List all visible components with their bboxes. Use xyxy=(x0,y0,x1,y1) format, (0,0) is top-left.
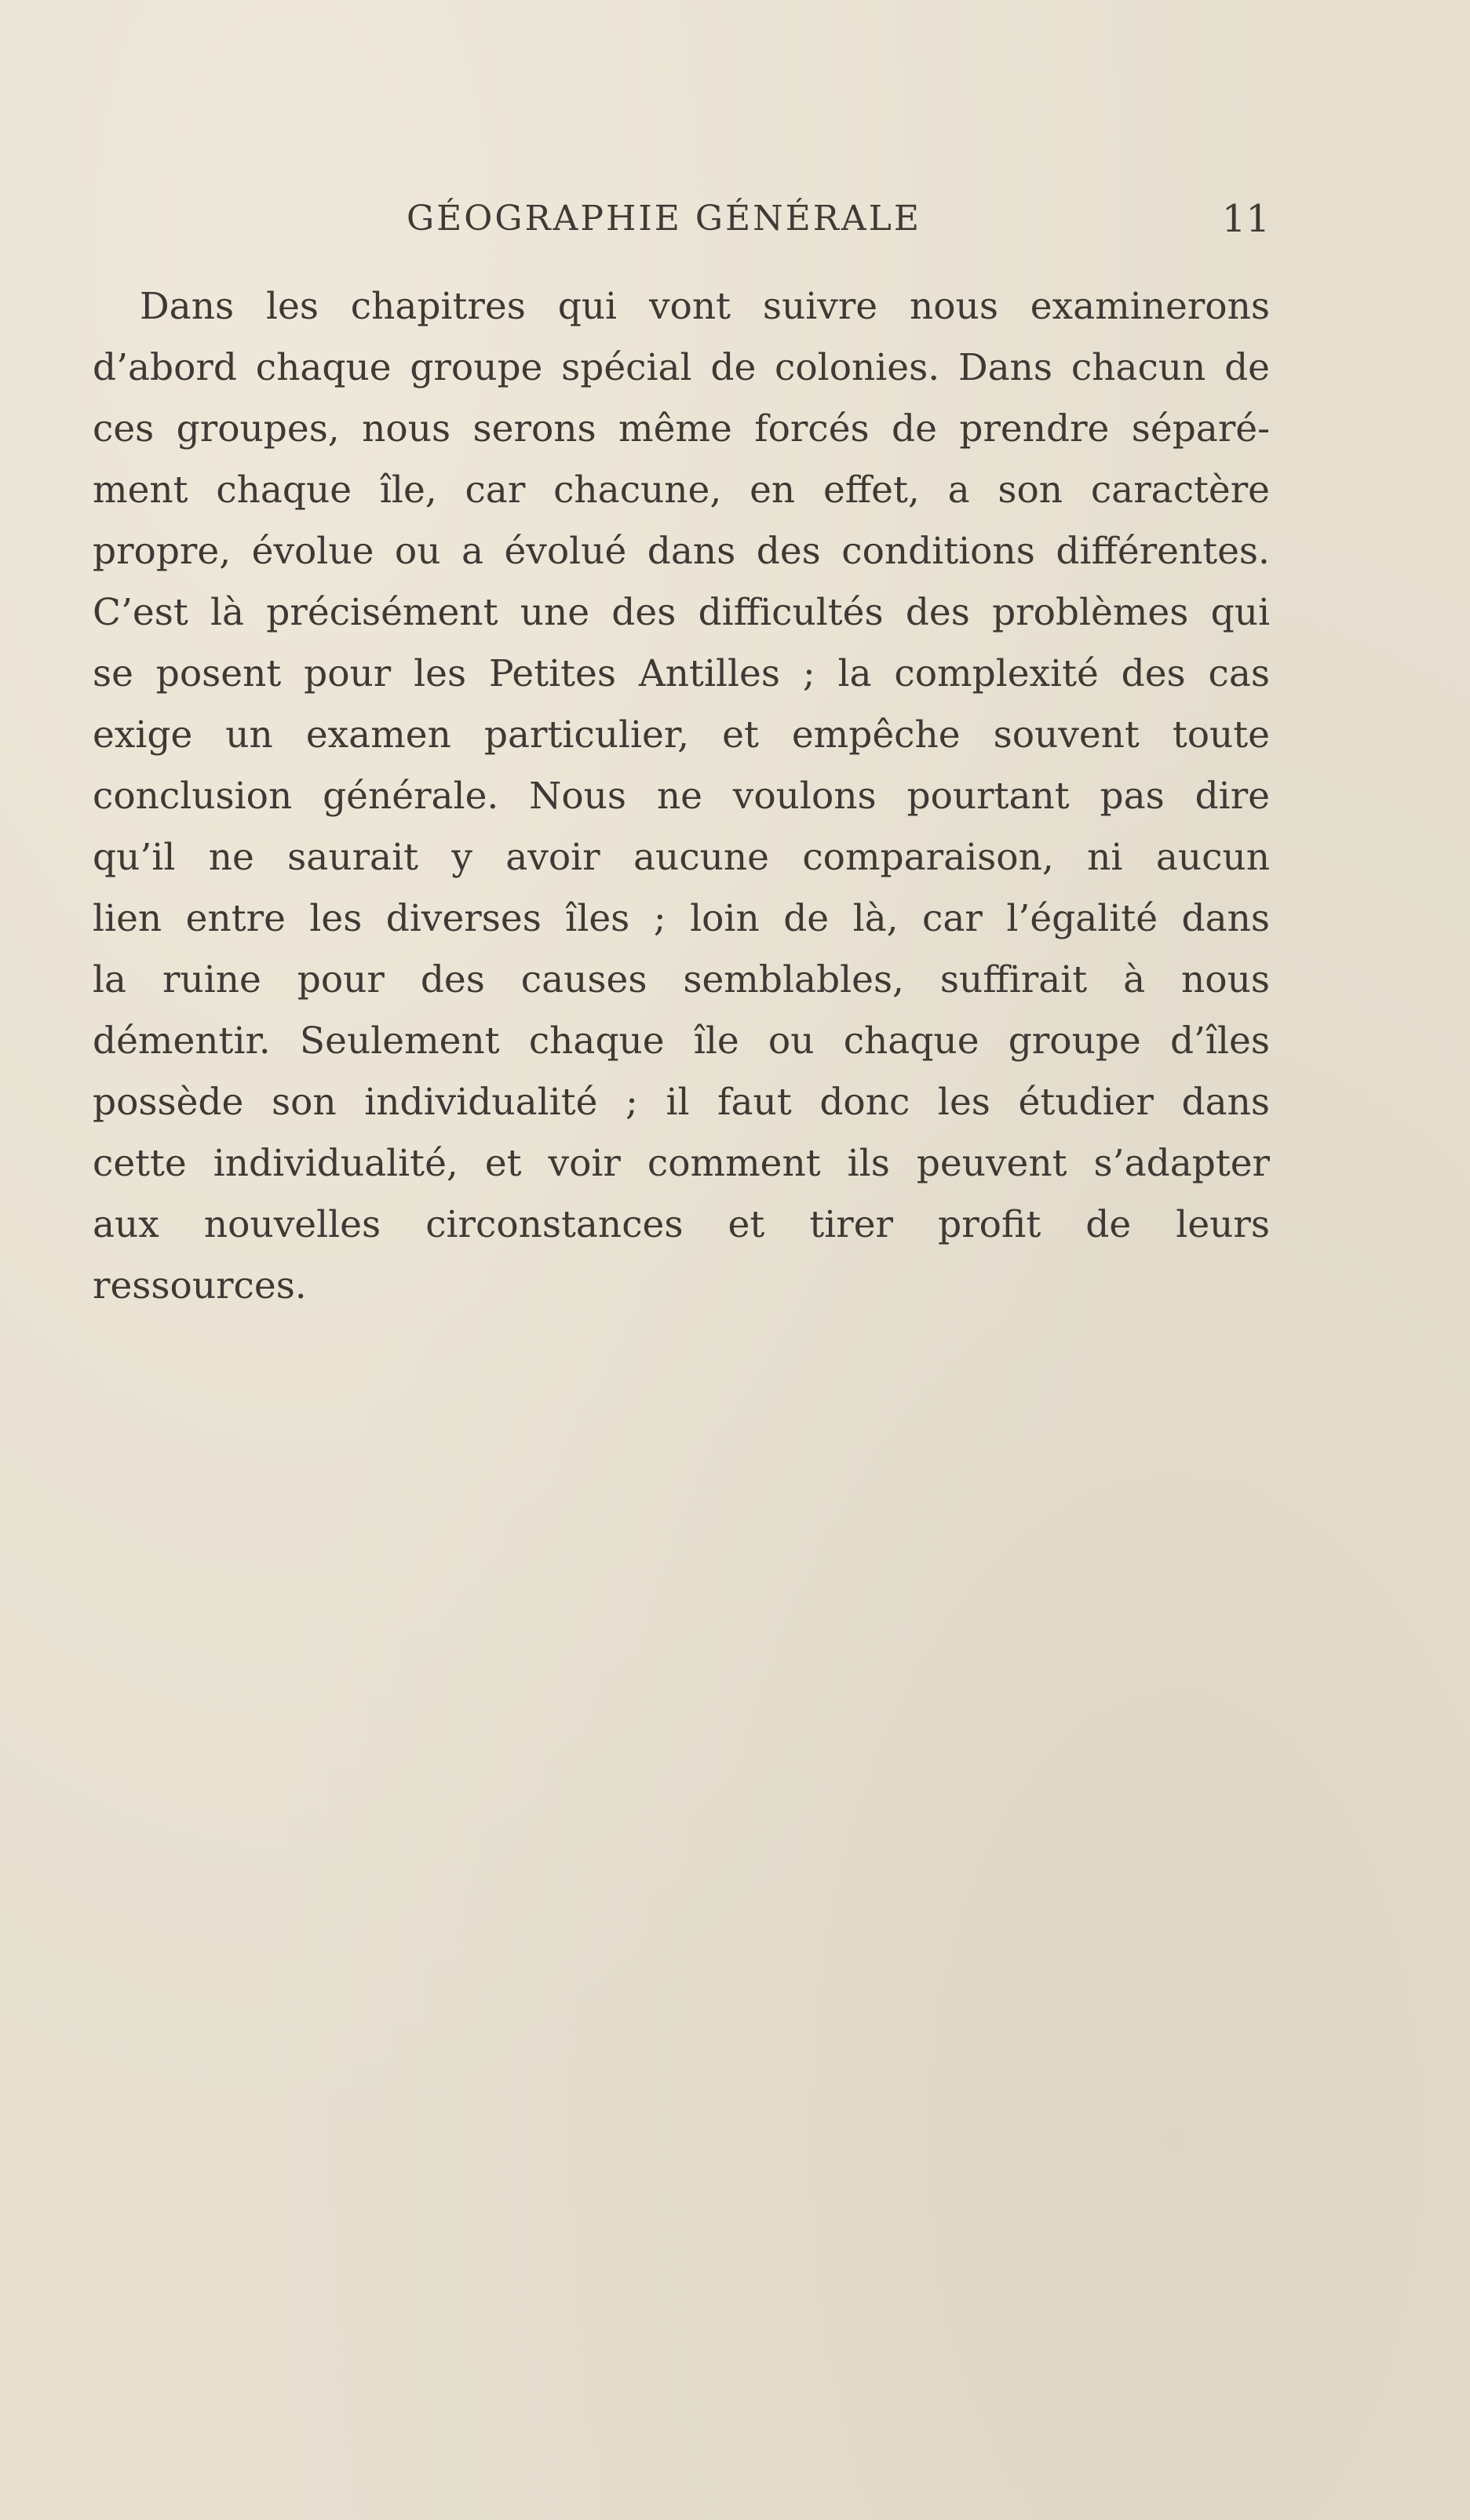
text-line: conclusion générale. Nous ne voulons pourtant pas dire xyxy=(93,775,1270,818)
text-line: Dans les chapitres qui vont suivre nous examinerons xyxy=(140,285,1270,328)
text-line: se posent pour les Petites Antilles ; la complexité des cas xyxy=(93,652,1270,695)
page-number: 11 xyxy=(1221,197,1270,241)
text-line: lien entre les diverses îles ; loin de là, car l’égalité dans xyxy=(93,897,1270,940)
text-line: ment chaque île, car chacune, en effet, a son caractère xyxy=(93,469,1270,512)
text-line: qu’il ne saurait y avoir aucune comparaison, ni aucun xyxy=(93,836,1270,879)
text-line: ressources. xyxy=(93,1264,307,1307)
text-line: possède son individualité ; il faut donc les étudier dans xyxy=(93,1081,1270,1124)
running-title: GÉOGRAPHIE GÉNÉRALE xyxy=(407,199,921,239)
body-paragraph xyxy=(93,276,1270,1317)
text-line: cette individualité, et voir comment ils peuvent s’adapter xyxy=(93,1142,1270,1185)
text-line: démentir. Seulement chaque île ou chaque groupe d’îles xyxy=(93,1019,1270,1063)
text-line: ces groupes, nous serons même forcés de prendre séparé- xyxy=(93,407,1270,450)
text-line: propre, évolue ou a évolué dans des conditions différentes. xyxy=(93,530,1270,573)
text-line: C’est là précisément une des difficultés des problèmes qui xyxy=(93,591,1270,634)
text-line: d’abord chaque groupe spécial de colonies. Dans chacun de xyxy=(93,346,1270,389)
text-line: aux nouvelles circonstances et tirer profit de leurs xyxy=(93,1203,1270,1246)
text-line: exige un examen particulier, et empêche souvent toute xyxy=(93,713,1270,757)
text-line: la ruine pour des causes semblables, suffirait à nous xyxy=(93,958,1270,1001)
running-head xyxy=(93,191,1270,246)
